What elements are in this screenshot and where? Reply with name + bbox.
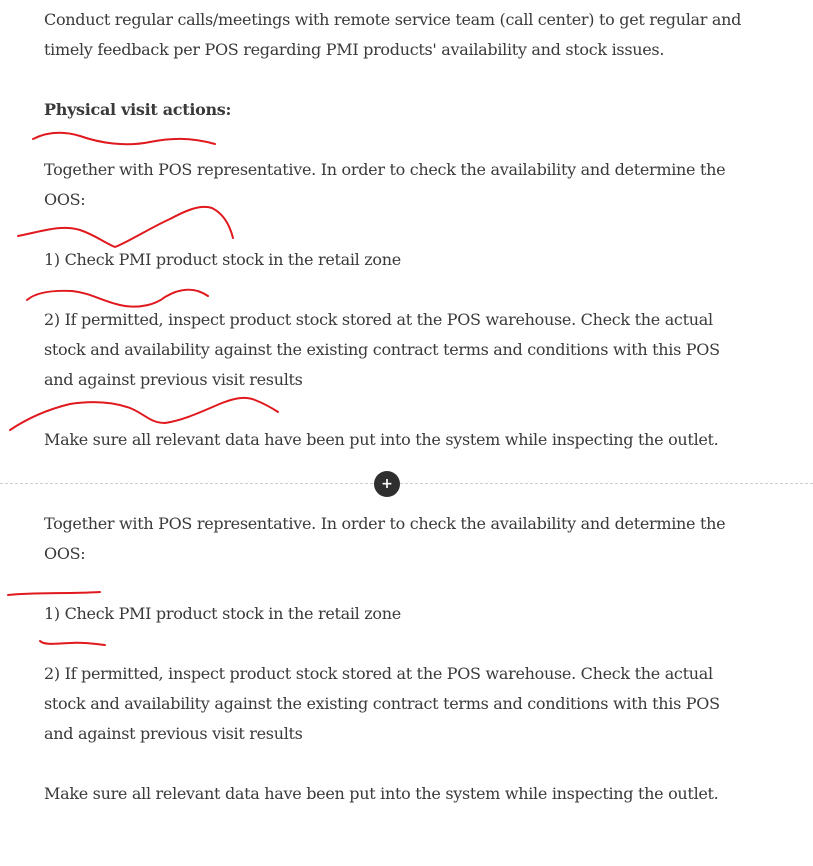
together-paragraph-2: Together with POS representative. In order to check the availability and determine the OOS: [44,514,726,563]
intro-paragraph: Conduct regular calls/meetings with remote service team (call center) to get regular and timely feedback per POS regarding PMI products' availability and stock issues. [44,10,742,59]
step-two-paragraph: 2) If permitted, inspect product stock stored at the POS warehouse. Check the actual stock and availability against the existing contract terms and conditions with this POS and against previous visit results [44,310,720,389]
scribble-under-oos-2 [8,592,100,595]
add-block-button[interactable] [374,471,400,497]
step-two-paragraph-2: 2) If permitted, inspect product stock stored at the POS warehouse. Check the actual stock and availability against the existing contract terms and conditions with this POS and against previous visit results [44,664,720,743]
plus-icon: + [381,476,393,492]
make-sure-paragraph: Make sure all relevant data have been put into the system while inspecting the outlet. [44,430,719,449]
scribble-under-step1-2 [40,641,105,645]
scribble-under-heading [33,133,215,145]
step-one-paragraph: 1) Check PMI product stock in the retail zone [44,250,401,269]
step-one-paragraph-2: 1) Check PMI product stock in the retail zone [44,604,401,623]
make-sure-paragraph-2: Make sure all relevant data have been put into the system while inspecting the outlet. [44,784,719,803]
block-divider [0,483,813,484]
together-paragraph: Together with POS representative. In order to check the availability and determine the OOS: [44,160,726,209]
physical-visit-heading: Physical visit actions: [44,100,232,119]
